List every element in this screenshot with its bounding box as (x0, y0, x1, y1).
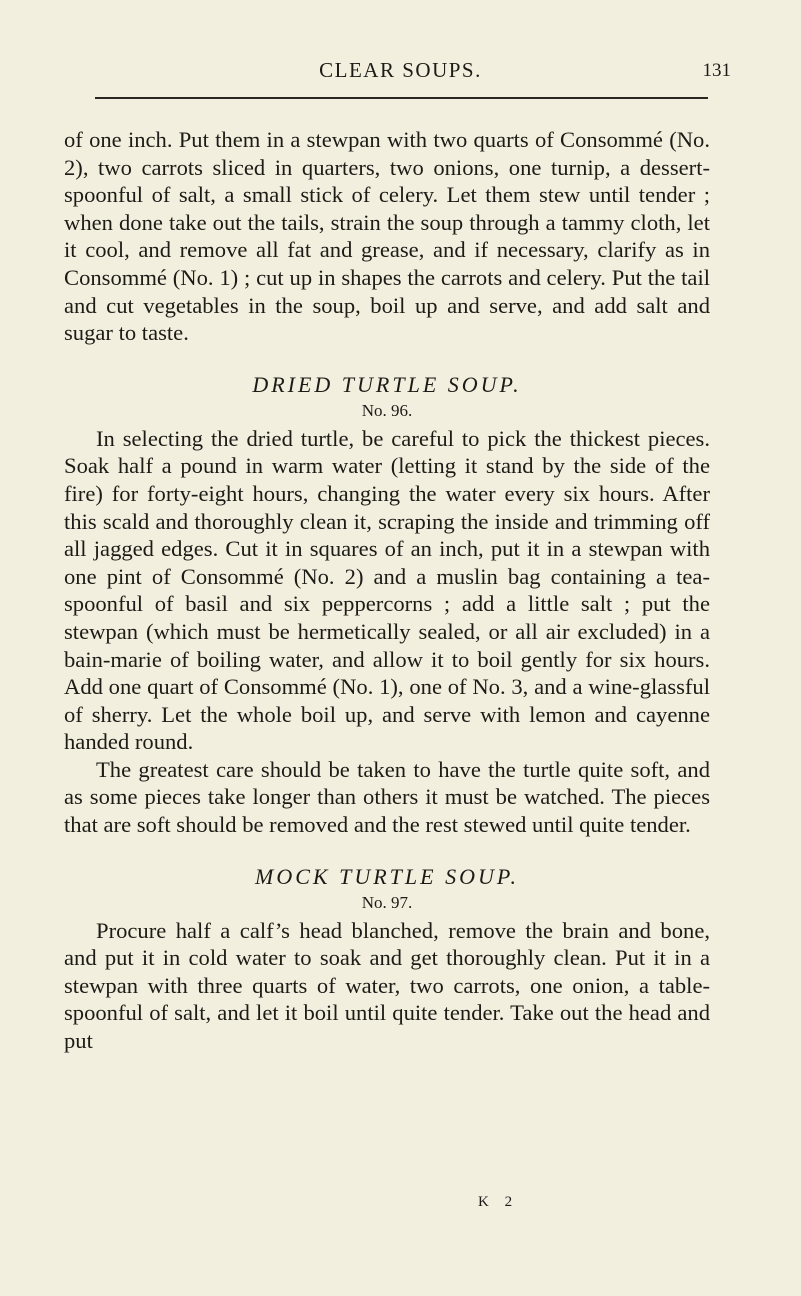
page-number: 131 (702, 60, 731, 81)
running-title: CLEAR SOUPS. (319, 58, 482, 82)
section-title-dried-turtle: DRIED TURTLE SOUP. (252, 371, 522, 397)
recipe-number-96: No. 96. (361, 400, 413, 420)
section-title-mock-turtle: MOCK TURTLE SOUP. (255, 863, 519, 889)
dried-turtle-paragraph-1: In selecting the dried turtle, be careful to pick the thickest pieces. Soak half a pound in warm water (letting it stand by the side of the fire) for forty-eight hours, changing the water every six hours. After this scald and thoroughly clean it, scraping the inside and trimming off all jagged edges. Cut it in squares of an inch, put it in a stewpan with one pint of Consommé (No. 2) and a muslin bag containing a tea-spoonful of basil and six peppercorns ; add a little salt ; put the stewpan (which must be hermetically sealed, or all air excluded) in a bain-marie of boiling water, and allow it to boil gently for six hours. Add one quart of Consommé (No. 1), one of No. 3, and a wine-glassful of sherry. Let the whole boil up, and serve with lemon and cayenne handed round. (64, 425, 710, 755)
running-head (0, 58, 801, 83)
dried-turtle-paragraph-2: The greatest care should be taken to have the turtle quite soft, and as some pieces take longer than others it must be watched. The pieces that are soft should be removed and the rest stewed until quite tender. (64, 756, 710, 838)
header-rule (95, 97, 708, 99)
recipe-number-97: No. 97. (361, 892, 413, 912)
body-text (64, 126, 710, 1055)
mock-turtle-paragraph-1: Procure half a calf’s head blanched, remove the brain and bone, and put it in cold water to soak and get thoroughly clean. Put it in a stewpan with three quarts of water, two carrots, one onion, a table-spoonful of salt, and let it boil until quite tender. Take out the head and put (64, 917, 710, 1054)
continuation-paragraph: of one inch. Put them in a stewpan with two quarts of Consommé (No. 2), two carrots sliced in quarters, two onions, one turnip, a dessert-spoonful of salt, a small stick of celery. Let them stew until tender ; when done take out the tails, strain the soup through a tammy cloth, let it cool, and remove all fat and grease, and if necessary, clarify as in Consommé (No. 1) ; cut up in shapes the carrots and celery. Put the tail and cut vegetables in the soup, boil up and serve, and add salt and sugar to taste. (64, 127, 710, 346)
signature-mark: K 2 (478, 1194, 519, 1210)
